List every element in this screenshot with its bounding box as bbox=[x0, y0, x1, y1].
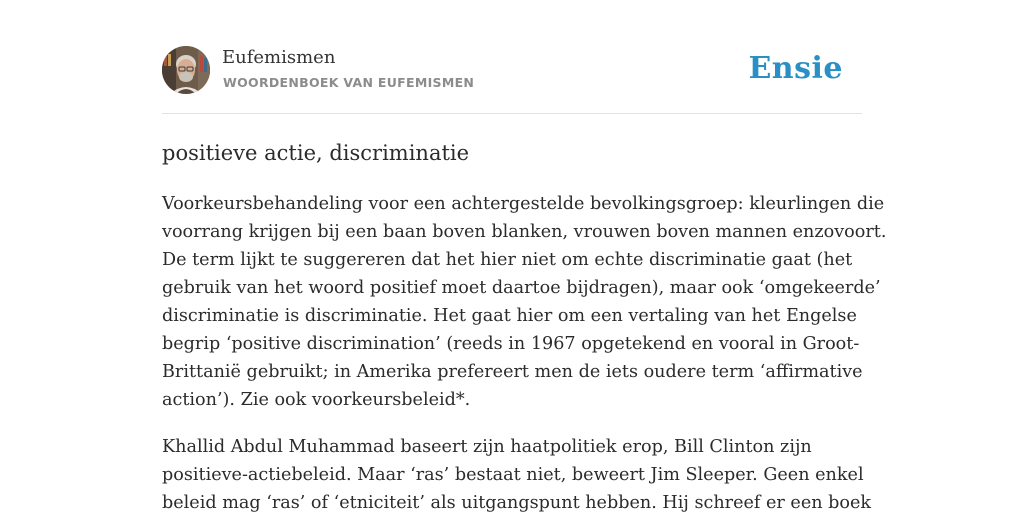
text-line: De term lijkt te suggereren dat het hier niet om echte discriminatie gaat (het bbox=[162, 250, 853, 270]
text-line: discriminatie is discriminatie. Het gaat hier om een vertaling van het Engelse bbox=[162, 306, 857, 326]
paragraph-definition bbox=[162, 190, 887, 414]
text-line: beleid mag ‘ras’ of ‘etniciteit’ als uitgangspunt hebben. Hij schreef er een boek bbox=[162, 493, 872, 512]
source-title[interactable]: Eufemismen bbox=[222, 47, 336, 68]
text-line: positieve-actiebeleid. Maar ‘ras’ bestaat niet, beweert Jim Sleeper. Geen enkel bbox=[162, 465, 864, 485]
text-line: voorrang krijgen bij een baan boven blanken, vrouwen boven mannen enzovoort. bbox=[162, 222, 887, 242]
text-line: action’). Zie ook voorkeursbeleid*. bbox=[162, 390, 471, 410]
ensie-logo[interactable]: Ensie bbox=[748, 51, 843, 86]
paragraph-example bbox=[162, 433, 872, 512]
text-line: Voorkeursbehandeling voor een achtergestelde bevolkingsgroep: kleurlingen die bbox=[162, 194, 885, 214]
text-line: Khallid Abdul Muhammad baseert zijn haatpolitiek erop, Bill Clinton zijn bbox=[162, 437, 812, 457]
text-line: begrip ‘positive discrimination’ (reeds in 1967 opgetekend en vooral in Groot- bbox=[162, 334, 860, 354]
author-portrait-image bbox=[162, 46, 210, 94]
text-line: gebruik van het woord positief moet daartoe bijdragen), maar ook ‘omgekeerde’ bbox=[162, 278, 881, 298]
text-line: Brittanië gebruikt; in Amerika prefereert men de iets oudere term ‘affirmative bbox=[162, 362, 863, 382]
entry-title: positieve actie, discriminatie bbox=[162, 141, 470, 165]
header-divider bbox=[162, 113, 862, 114]
entry-content bbox=[162, 190, 887, 512]
avatar[interactable] bbox=[162, 46, 210, 94]
header bbox=[162, 46, 862, 96]
source-subtitle[interactable]: WOORDENBOEK VAN EUFEMISMEN bbox=[223, 75, 475, 90]
